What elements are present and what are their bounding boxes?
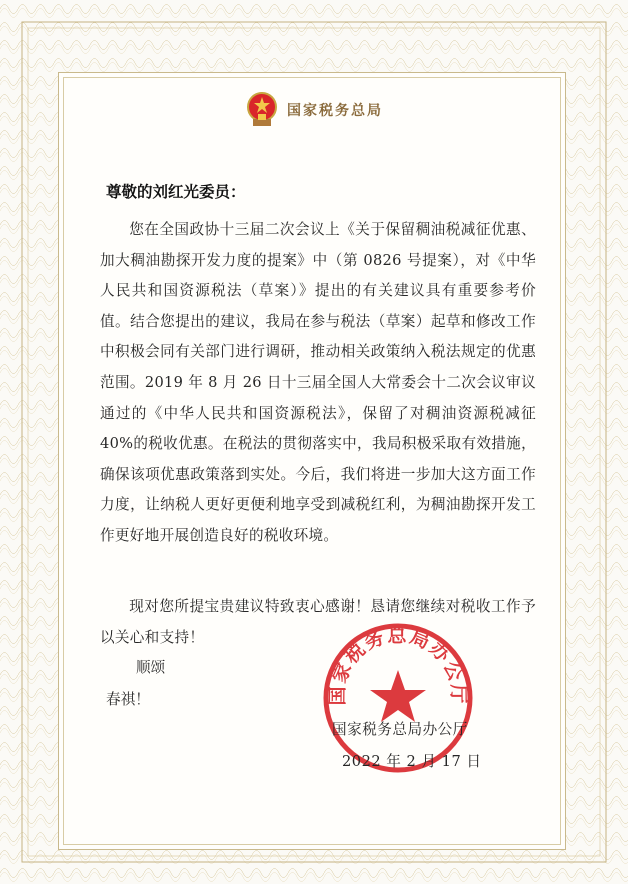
svg-text:国家税务总局办公厅: 国家税务总局办公厅 bbox=[326, 624, 470, 706]
agency-name: 国家税务总局 bbox=[287, 103, 383, 119]
national-emblem-icon bbox=[245, 90, 279, 130]
signature-office: 国家税务总局办公厅 bbox=[332, 721, 468, 738]
letter-thanks: 现对您所提宝贵建议特致衷心感谢！恳请您继续对税收工作予以关心和支持！ bbox=[100, 598, 536, 646]
signature-date: 2022 年 2 月 17 日 bbox=[342, 753, 482, 770]
salutation: 尊敬的刘红光委员： bbox=[106, 183, 246, 201]
letter-body: 您在全国政协十三届二次会议上《关于保留稠油税减征优惠、加大稠油勘探开发力度的提案》中（第 0826 号提案），对《中华人民共和国资源税法（草案）》提出的有关建议具有重要参考价值。结合您提出的建议，我局在参与税法（草案）起草和修改工作中积极会同有关部门进行调研，推动相关政策纳入税法规定的优惠范围。2019 年 8 月 26 日十三届全国人大常委会十二次会议审议通过的《中华人民共和国资源税法》，保留了对稠油资源税减征 40%的税收优惠。在税法的贯彻落实中，我局积极采取有效措施，确保该项优惠政策落到实处。今后，我们将进一步加大这方面工作力度，让纳税人更好更便利地享受到减税红利，为稠油勘探开发工作更好地开展创造良好的税收环境。 bbox=[100, 221, 536, 544]
letterhead bbox=[0, 88, 628, 132]
closing-phrase: 顺颂 bbox=[136, 659, 166, 676]
closing-greeting: 春祺！ bbox=[106, 691, 150, 708]
